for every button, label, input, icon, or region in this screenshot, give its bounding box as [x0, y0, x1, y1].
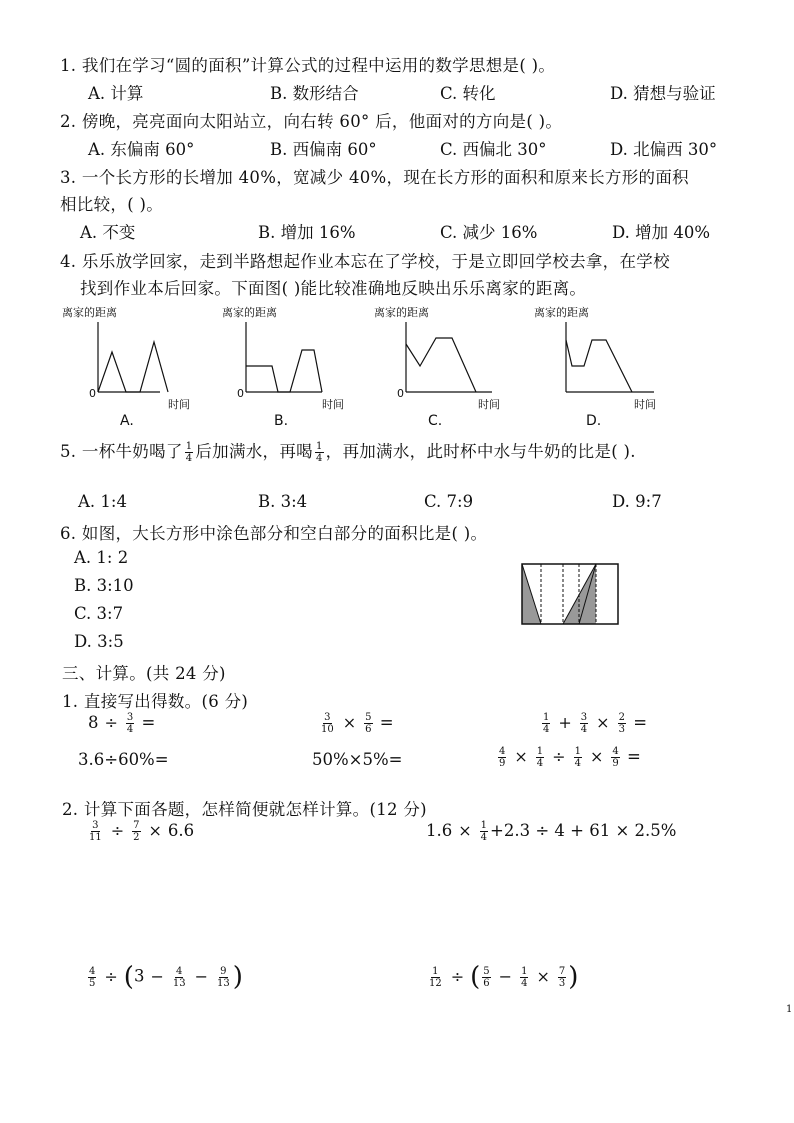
q1-option-b: B. 数形结合 — [270, 84, 359, 103]
q2-option-d: D. 北偏西 30° — [610, 140, 718, 159]
q1-option-d: D. 猜想与验证 — [610, 84, 716, 103]
calc2-problem-3: $\frac{4}{5}$ ÷ (3 − $\frac{4}{13}$ − $\frac{9}{13}$ ) — [89, 962, 243, 992]
q4-stem-line1: 4. 乐乐放学回家，走到半路想起作业本忘在了学校，于是立即回学校去拿，在学校 — [60, 252, 670, 271]
q1-stem: 1. 我们在学习“圆的面积”计算公式的过程中运用的数学思想是( )。 — [60, 56, 556, 75]
q4-graph-b — [222, 305, 344, 429]
graph-c-xlabel: 时间 — [478, 398, 500, 411]
q3-option-d: D. 增加 40% — [612, 223, 711, 242]
q5-post: ，再加满水，此时杯中水与牛奶的比是( ). — [325, 442, 636, 461]
q1-option-a: A. 计算 — [88, 84, 144, 103]
graph-a-xlabel: 时间 — [168, 398, 190, 411]
calc1-expr-1: 8 ÷ $\frac{3}{4}$ = — [88, 712, 156, 735]
q5-option-c: C. 7:9 — [424, 492, 474, 511]
q4-stem-line2: 找到作业本后回家。下面图( )能比较准确地反映出乐乐离家的距离。 — [80, 279, 587, 298]
graph-a-origin: 0 — [89, 387, 96, 400]
q2-option-b: B. 西偏南 60° — [270, 140, 377, 159]
q5-pre: 5. 一杯牛奶喝了 — [60, 442, 183, 461]
graph-b-ylabel: 离家的距离 — [222, 306, 277, 319]
calc2-problem-4: $\frac{1}{12}$ ÷ ( $\frac{5}{6}$ − $\frac{1}{4}$ × $\frac{7}{3}$ ) — [429, 962, 579, 992]
q3-option-a: A. 不变 — [80, 223, 136, 242]
graph-d-ylabel: 离家的距离 — [534, 306, 589, 319]
calc2-problem-2: 1.6 × $\frac{1}{4}$ +2.3 ÷ 4 + 61 × 2.5% — [426, 820, 677, 843]
q4-graphs — [60, 300, 700, 430]
q6-option-a: A. 1: 2 — [74, 548, 129, 567]
graph-a-ylabel: 离家的距离 — [62, 306, 117, 319]
graph-b-label: B. — [274, 413, 289, 429]
graph-c-origin: 0 — [397, 387, 404, 400]
q2-option-a: A. 东偏南 60° — [88, 140, 195, 159]
calc1-title: 1. 直接写出得数。(6 分) — [62, 692, 249, 711]
q3-option-c: C. 减少 16% — [440, 223, 538, 242]
calc2-title: 2. 计算下面各题，怎样简便就怎样计算。(12 分) — [62, 800, 427, 819]
q5-fraction-2: $\frac{1}{4}$ — [315, 441, 323, 464]
q5-stem — [60, 438, 636, 464]
q6-option-b: B. 3:10 — [74, 576, 134, 595]
graph-d-label: D. — [586, 413, 602, 429]
graph-d-xlabel: 时间 — [634, 398, 656, 411]
calc1-expr-6: $\frac{4}{9}$ × $\frac{1}{4}$ ÷ $\frac{1}{4}$ × $\frac{4}{9}$ = — [499, 746, 641, 769]
graph-b-xlabel: 时间 — [322, 398, 344, 411]
q6-option-d: D. 3:5 — [74, 632, 124, 651]
q5-option-a: A. 1:4 — [78, 492, 127, 511]
q3-stem-line2: 相比较，( )。 — [60, 195, 164, 214]
calc1-expr-2: $\frac{3}{10}$ × $\frac{5}{6}$ = — [321, 712, 394, 735]
q5-fraction-1: $\frac{1}{4}$ — [185, 441, 193, 464]
calc1-expr-4: 3.6÷60%= — [78, 750, 169, 769]
calc1-expr-3: $\frac{1}{4}$ + $\frac{3}{4}$ × $\frac{2}{3}$ = — [543, 712, 648, 735]
q4-graph-c — [374, 305, 500, 429]
q5-option-b: B. 3:4 — [258, 492, 308, 511]
q2-option-c: C. 西偏北 30° — [440, 140, 547, 159]
q4-graph-a — [62, 305, 168, 429]
q6-stem: 6. 如图，大长方形中涂色部分和空白部分的面积比是( )。 — [60, 524, 488, 543]
q5-option-d: D. 9:7 — [612, 492, 662, 511]
page-number: 1 — [786, 1004, 793, 1015]
section3-title: 三、计算。(共 24 分) — [62, 664, 226, 683]
calc2-problem-1: $\frac{3}{11}$ ÷ $\frac{7}{2}$ × 6.6 — [89, 820, 195, 843]
q3-option-b: B. 增加 16% — [258, 223, 356, 242]
q3-stem-line1: 3. 一个长方形的长增加 40%，宽减少 40%，现在长方形的面积和原来长方形的面积 — [60, 168, 689, 187]
q5-mid: 后加满水，再喝 — [195, 442, 313, 461]
q6-option-c: C. 3:7 — [74, 604, 124, 623]
graph-c-ylabel: 离家的距离 — [374, 306, 429, 319]
q1-option-c: C. 转化 — [440, 84, 496, 103]
q2-stem: 2. 傍晚，亮亮面向太阳站立，向右转 60° 后，他面对的方向是( )。 — [60, 112, 563, 131]
calc1-expr-5: 50%×5%= — [312, 750, 403, 769]
graph-b-origin: 0 — [237, 387, 244, 400]
q4-graph-d — [534, 305, 656, 429]
q6-rectangle-figure — [519, 561, 621, 627]
graph-c-label: C. — [428, 413, 443, 429]
graph-a-label: A. — [120, 413, 134, 429]
